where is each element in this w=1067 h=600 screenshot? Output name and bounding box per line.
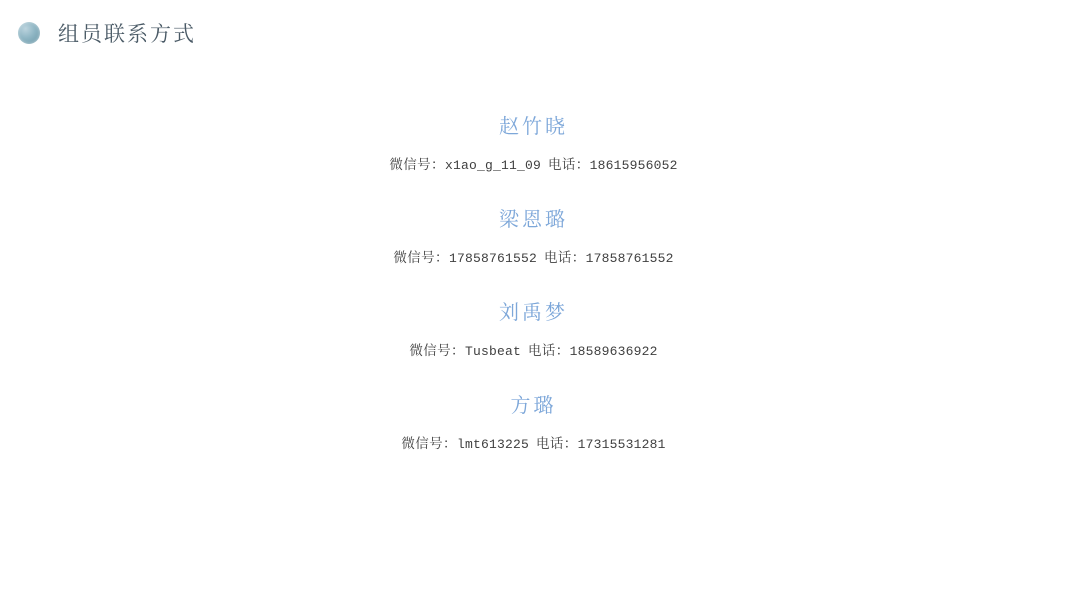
phone-label: 电话： [527, 343, 570, 358]
wechat-label: 微信号： [401, 436, 457, 451]
list-item [224, 298, 844, 363]
wechat-value: 17858761552 [448, 251, 537, 266]
contact-name: 方璐 [510, 395, 557, 417]
phone-label: 电话： [543, 250, 586, 265]
wechat-value: Tusbeat [464, 344, 521, 359]
contact-detail [224, 154, 844, 177]
wechat-label: 微信号： [389, 157, 445, 172]
wechat-label: 微信号： [409, 343, 465, 358]
phone-value: 17315531281 [577, 437, 666, 452]
phone-value: 18615956052 [589, 158, 678, 173]
contact-detail [224, 247, 844, 270]
contact-name: 刘禹梦 [499, 302, 568, 324]
page-title: 组员联系方式 [58, 23, 196, 46]
wechat-value: x1ao_g_11_09 [444, 158, 541, 173]
contact-name: 梁恩璐 [499, 209, 568, 231]
contact-list [0, 112, 1067, 484]
phone-label: 电话： [535, 436, 578, 451]
contact-detail [224, 340, 844, 363]
slide-header [18, 18, 196, 48]
contact-name: 赵竹晓 [499, 116, 568, 138]
wechat-value: lmt613225 [456, 437, 529, 452]
phone-value: 17858761552 [585, 251, 674, 266]
list-item [224, 205, 844, 270]
circle-bullet-icon [18, 22, 40, 44]
wechat-label: 微信号： [393, 250, 449, 265]
list-item [224, 112, 844, 177]
phone-label: 电话： [547, 157, 590, 172]
list-item [224, 391, 844, 456]
contact-detail [224, 433, 844, 456]
phone-value: 18589636922 [569, 344, 658, 359]
